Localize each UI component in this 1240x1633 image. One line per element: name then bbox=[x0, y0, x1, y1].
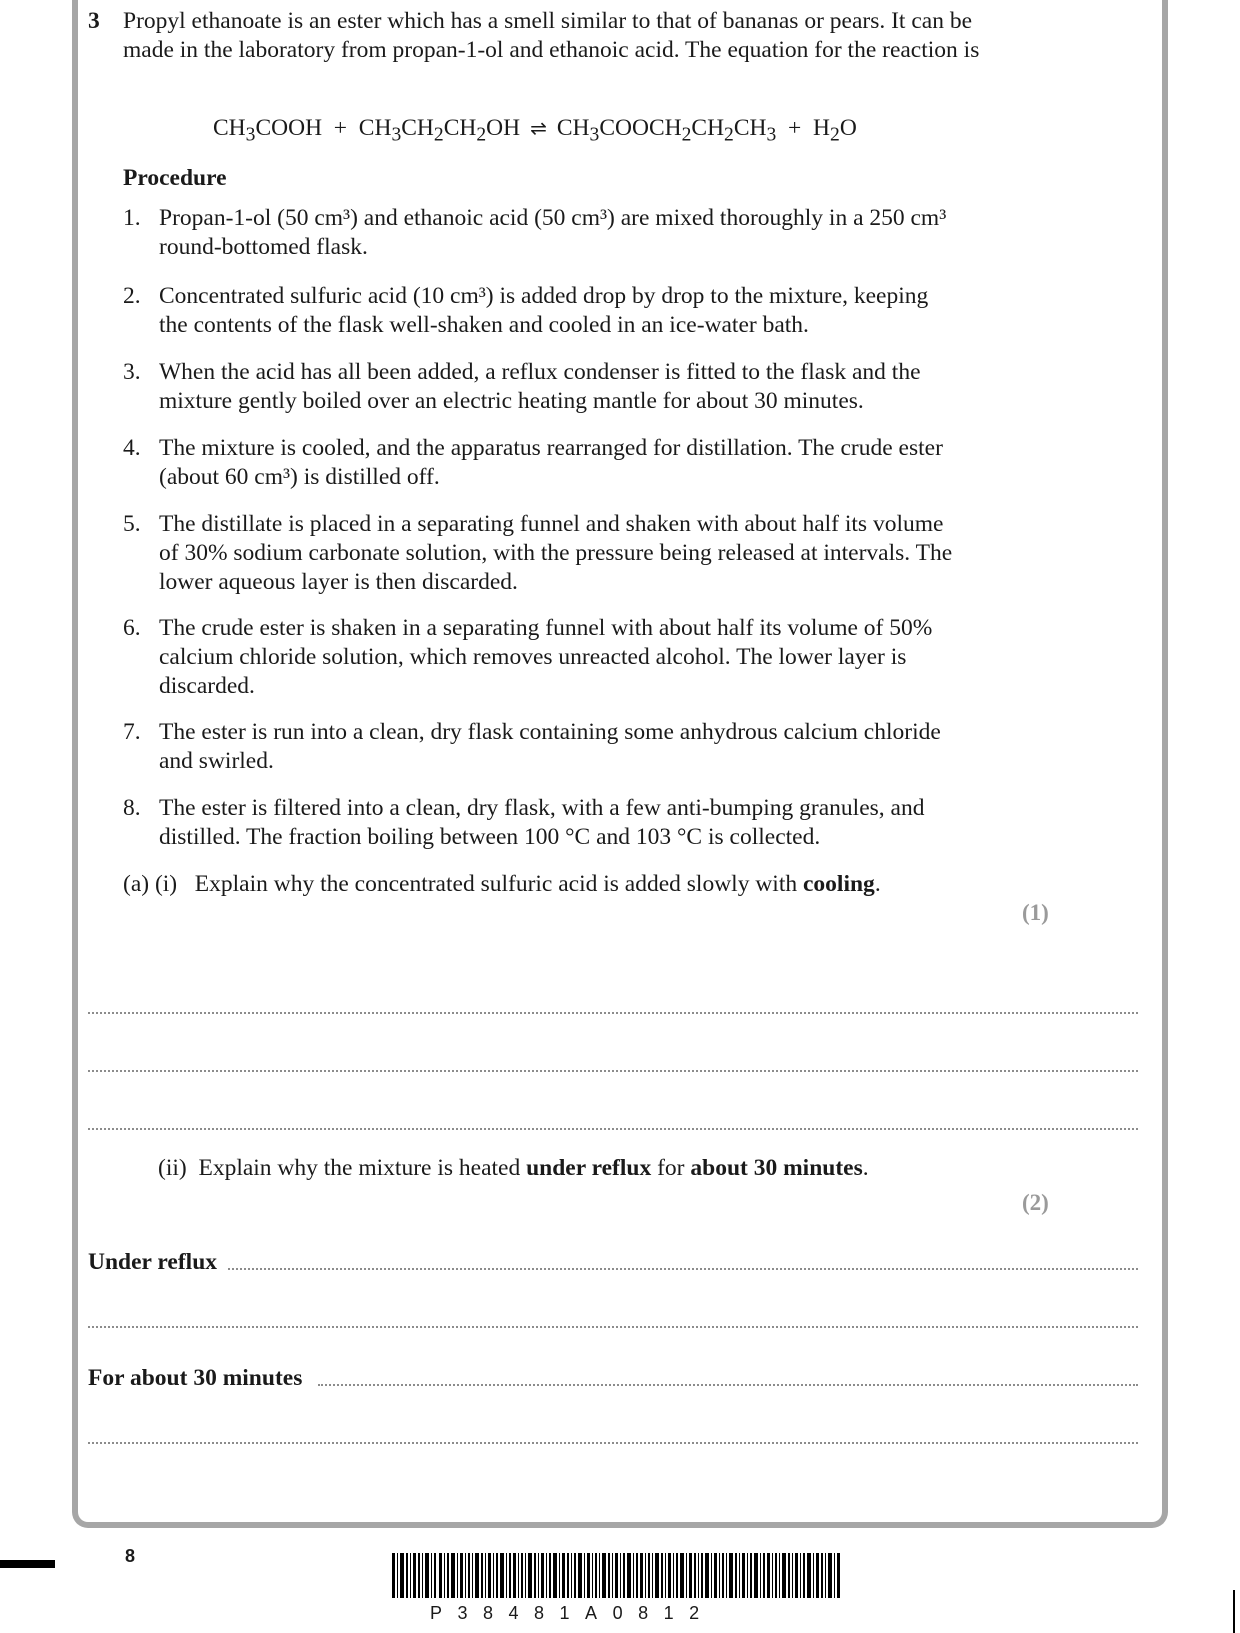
procedure-step bbox=[123, 510, 1023, 597]
step-number: 1. bbox=[123, 205, 141, 231]
answer-line[interactable] bbox=[88, 1128, 1138, 1130]
procedure-step bbox=[123, 718, 1023, 776]
procedure-step bbox=[123, 358, 1023, 416]
step-line: The ester is run into a clean, dry flask containing some anhydrous calcium chloride bbox=[159, 719, 941, 745]
step-number: 3. bbox=[123, 359, 141, 385]
step-number: 2. bbox=[123, 283, 141, 309]
step-line: distilled. The fraction boiling between 100 °C and 103 °C is collected. bbox=[159, 824, 821, 850]
procedure-step bbox=[123, 614, 1023, 701]
step-number: 6. bbox=[123, 615, 141, 641]
step-line: The crude ester is shaken in a separating funnel with about half its volume of 50% bbox=[159, 615, 933, 641]
page-number: 8 bbox=[125, 1546, 136, 1566]
procedure-heading: Procedure bbox=[123, 165, 227, 191]
step-line: The ester is filtered into a clean, dry flask, with a few anti-bumping granules, and bbox=[159, 795, 925, 821]
marks-a-i: (1) bbox=[1022, 900, 1049, 925]
answer-line[interactable] bbox=[88, 1442, 1138, 1444]
answer-line[interactable] bbox=[88, 1326, 1138, 1328]
step-line: lower aqueous layer is then discarded. bbox=[159, 569, 518, 595]
procedure-step bbox=[123, 204, 1023, 262]
step-line: discarded. bbox=[159, 673, 255, 699]
step-line: of 30% sodium carbonate solution, with the pressure being released at intervals. The bbox=[159, 540, 953, 566]
emphasis-text: about 30 minutes bbox=[690, 1155, 863, 1181]
step-number: 7. bbox=[123, 719, 141, 745]
margin-mark bbox=[0, 1560, 55, 1568]
emphasis-text: cooling bbox=[803, 871, 875, 897]
question-a-ii bbox=[158, 1154, 869, 1183]
step-line: The distillate is placed in a separating funnel and shaken with about half its volume bbox=[159, 511, 944, 537]
margin-mark bbox=[1233, 1590, 1235, 1633]
step-line: calcium chloride solution, which removes unreacted alcohol. The lower layer is bbox=[159, 644, 907, 670]
emphasis-text: under reflux bbox=[526, 1155, 652, 1181]
procedure-step bbox=[123, 434, 1023, 492]
question-intro: Propyl ethanoate is an ester which has a smell similar to that of bananas or pears. It can be made in the laboratory from propan-1-ol and ethanoic acid. The equation for the reaction is bbox=[123, 8, 980, 63]
step-number: 8. bbox=[123, 795, 141, 821]
part-label: (ii) bbox=[158, 1155, 187, 1181]
step-line: (about 60 cm³) is distilled off. bbox=[159, 464, 440, 490]
question-text: Explain why the concentrated sulfuric acid is added slowly with bbox=[194, 871, 798, 897]
answer-line[interactable] bbox=[88, 1012, 1138, 1014]
procedure-step bbox=[123, 282, 1023, 340]
barcode-icon bbox=[392, 1553, 840, 1598]
procedure-step bbox=[123, 794, 1023, 852]
punctuation: . bbox=[874, 871, 881, 897]
step-line: When the acid has all been added, a reflux condenser is fitted to the flask and the bbox=[159, 359, 921, 385]
answer-line[interactable] bbox=[228, 1268, 1138, 1270]
step-number: 5. bbox=[123, 511, 141, 537]
step-line: mixture gently boiled over an electric heating mantle for about 30 minutes. bbox=[159, 388, 864, 414]
question-text: for bbox=[657, 1155, 685, 1181]
question-text: Explain why the mixture is heated bbox=[198, 1155, 521, 1181]
marks-a-ii: (2) bbox=[1022, 1190, 1049, 1215]
equilibrium-arrow-icon: ⇌ bbox=[530, 118, 547, 140]
step-number: 4. bbox=[123, 435, 141, 461]
step-line: Concentrated sulfuric acid (10 cm³) is added drop by drop to the mixture, keeping bbox=[159, 283, 929, 309]
step-line: The mixture is cooled, and the apparatus rearranged for distillation. The crude ester bbox=[159, 435, 943, 461]
step-line: Propan-1-ol (50 cm³) and ethanoic acid (50 cm³) are mixed thoroughly in a 250 cm³ bbox=[159, 205, 947, 231]
answer-line[interactable] bbox=[88, 1070, 1138, 1072]
punctuation: . bbox=[862, 1155, 869, 1181]
step-line: and swirled. bbox=[159, 748, 274, 774]
step-line: the contents of the flask well-shaken and cooled in an ice-water bath. bbox=[159, 312, 809, 338]
part-label: (a) (i) bbox=[123, 871, 178, 897]
question-number: 3 bbox=[88, 8, 100, 34]
reaction-equation: $CH_3COOH + CH_3CH_2CH_2OH$ ⇌ $CH_3COOCH_2CH_2CH_3 + H_2O$ bbox=[213, 115, 857, 146]
question-a-i bbox=[123, 870, 881, 899]
step-line: round-bottomed flask. bbox=[159, 234, 368, 260]
answer-label-reflux: Under reflux bbox=[88, 1249, 218, 1275]
answer-label-30-minutes: For about 30 minutes bbox=[88, 1365, 303, 1391]
answer-line[interactable] bbox=[318, 1384, 1138, 1386]
barcode-number: P38481A0812 bbox=[430, 1603, 715, 1623]
